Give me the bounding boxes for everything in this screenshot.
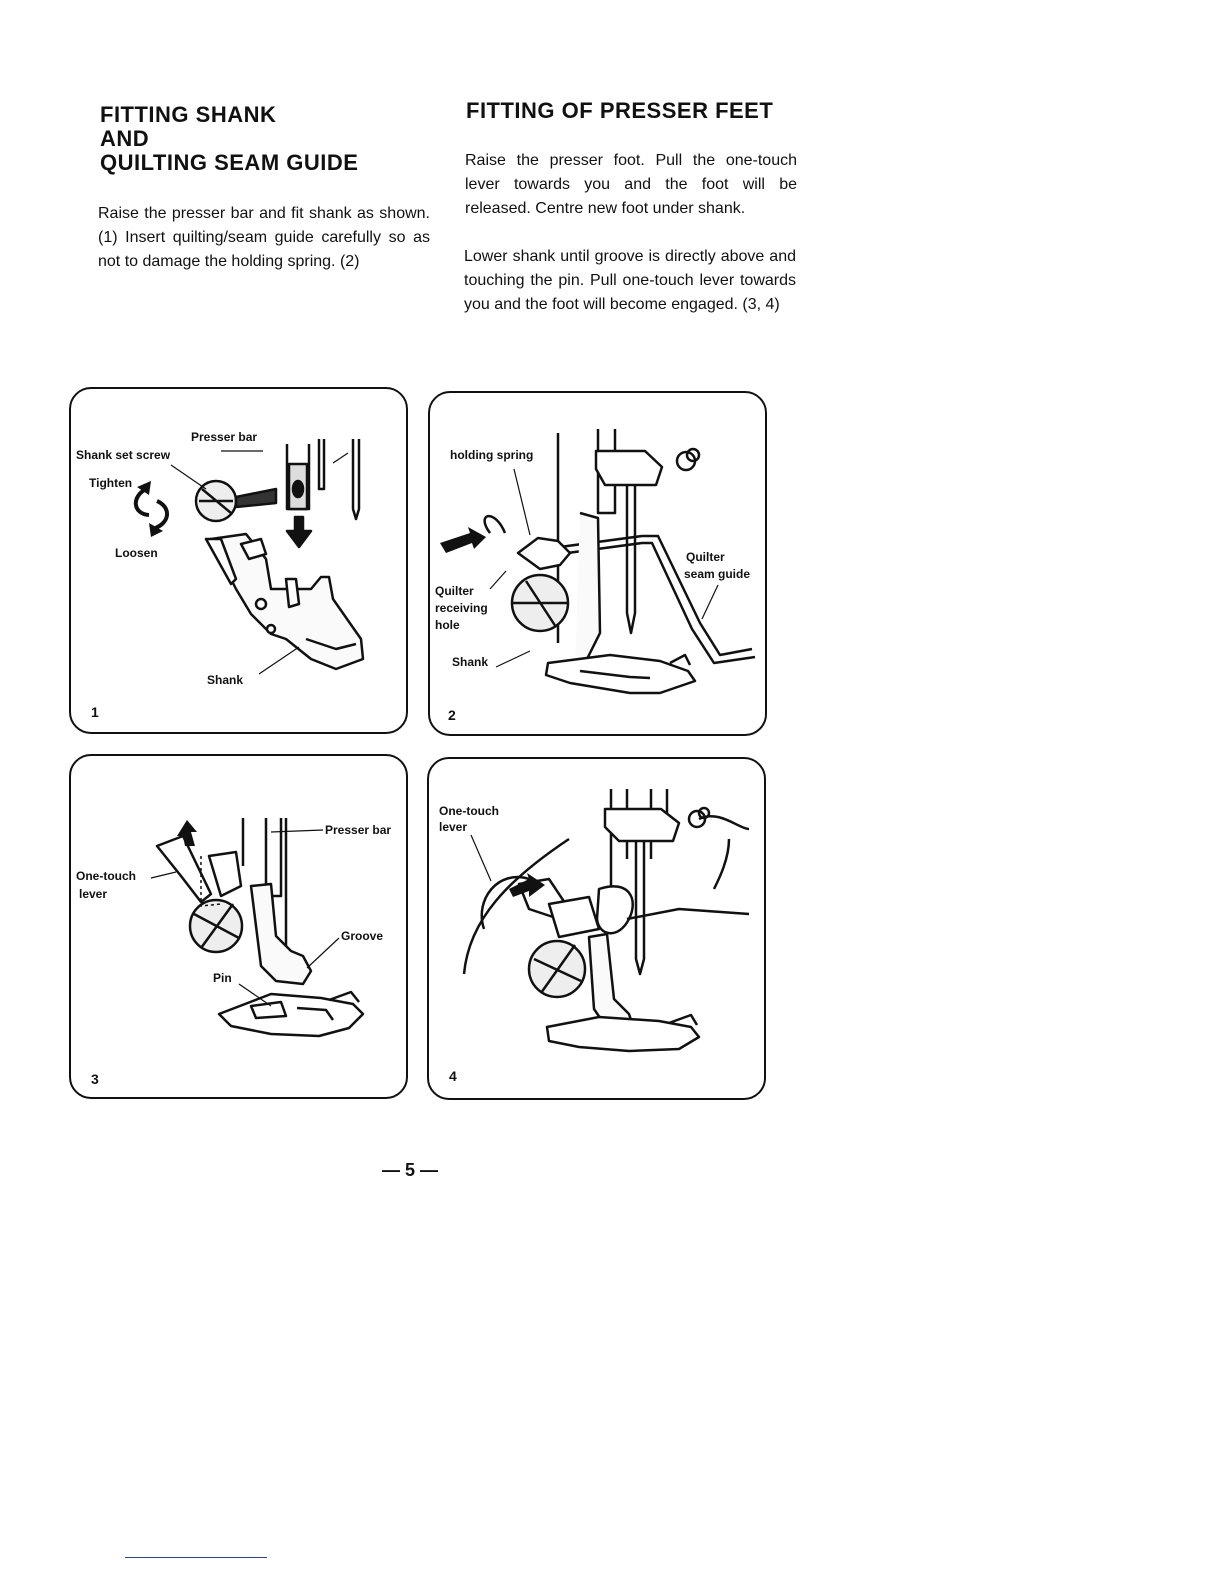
section-title-presser-feet: FITTING OF PRESSER FEET [466, 98, 774, 123]
presser-foot [219, 994, 363, 1036]
figure-number: 3 [91, 1071, 99, 1087]
label-shank: Shank [452, 655, 489, 669]
footer-rule [125, 1557, 267, 1558]
label-holding-spring: holding spring [450, 448, 534, 462]
label-quilter-seam-guide: Quilter [686, 550, 725, 564]
label-loosen: Loosen [115, 546, 158, 560]
rotation-arrows-icon [136, 489, 167, 529]
figure-2-illustration [430, 393, 767, 736]
heading-line: QUILTING SEAM GUIDE [100, 150, 359, 175]
shank-body [251, 884, 311, 984]
needle-shape [353, 439, 359, 519]
label-one-touch-lever: lever [439, 820, 468, 834]
label-pin: Pin [213, 971, 232, 985]
needle-shape [636, 841, 644, 974]
label-quilter-receiving-hole: Quilter [435, 584, 474, 598]
figure-4-illustration [429, 759, 766, 1100]
label-groove: Groove [341, 929, 384, 943]
label-shank: Shank [207, 673, 244, 687]
figure-3-illustration [71, 756, 408, 1099]
figure-number: 2 [448, 707, 456, 723]
needle-clamp [596, 451, 662, 485]
holding-spring-clip [518, 538, 570, 569]
needle-bar [319, 439, 324, 489]
label-tighten: Tighten [89, 476, 133, 490]
page-number: — 5 — [381, 1160, 438, 1180]
needle-shape [627, 485, 635, 633]
arrow-down-icon [287, 517, 311, 547]
label-one-touch-lever: lever [79, 887, 108, 901]
label-presser-bar: Presser bar [325, 823, 392, 837]
heading-line: AND [100, 126, 150, 151]
label-one-touch-lever: One-touch [439, 804, 499, 818]
fitting-shank-text: Raise the presser bar and fit shank as shown. (1) Insert quilting/seam guide carefully so as not to damage the holding spring. (2) [98, 205, 430, 270]
figure-number: 4 [449, 1068, 457, 1084]
label-one-touch-lever: One-touch [76, 869, 136, 883]
label-shank-set-screw: Shank set screw [76, 448, 171, 462]
figure-3-panel [69, 754, 408, 1099]
one-touch-lever [157, 836, 211, 902]
figure-2-panel [428, 391, 767, 736]
presser-feet-text-2: Lower shank until groove is directly above and touching the pin. Pull one-touch lever towards you and the foot will become engaged. (3, 4) [464, 248, 796, 313]
presser-foot [547, 1017, 699, 1051]
figure-4-panel [427, 757, 766, 1100]
label-quilter-receiving-hole: receiving [435, 601, 488, 615]
label-quilter-receiving-hole: hole [435, 618, 460, 632]
section-title-fitting-shank [100, 103, 358, 175]
double-arrow-icon [440, 527, 486, 553]
needle-clamp [605, 809, 679, 841]
figure-1-illustration [71, 389, 408, 734]
label-presser-bar: Presser bar [191, 430, 258, 444]
presser-feet-text-1: Raise the presser foot. Pull the one-touch lever towards you and the foot will be released. Centre new foot under shank. [465, 152, 797, 217]
figure-1-panel [69, 387, 408, 734]
figure-number: 1 [91, 704, 99, 720]
heading-line: FITTING SHANK [100, 102, 277, 127]
label-quilter-seam-guide: seam guide [684, 567, 751, 581]
